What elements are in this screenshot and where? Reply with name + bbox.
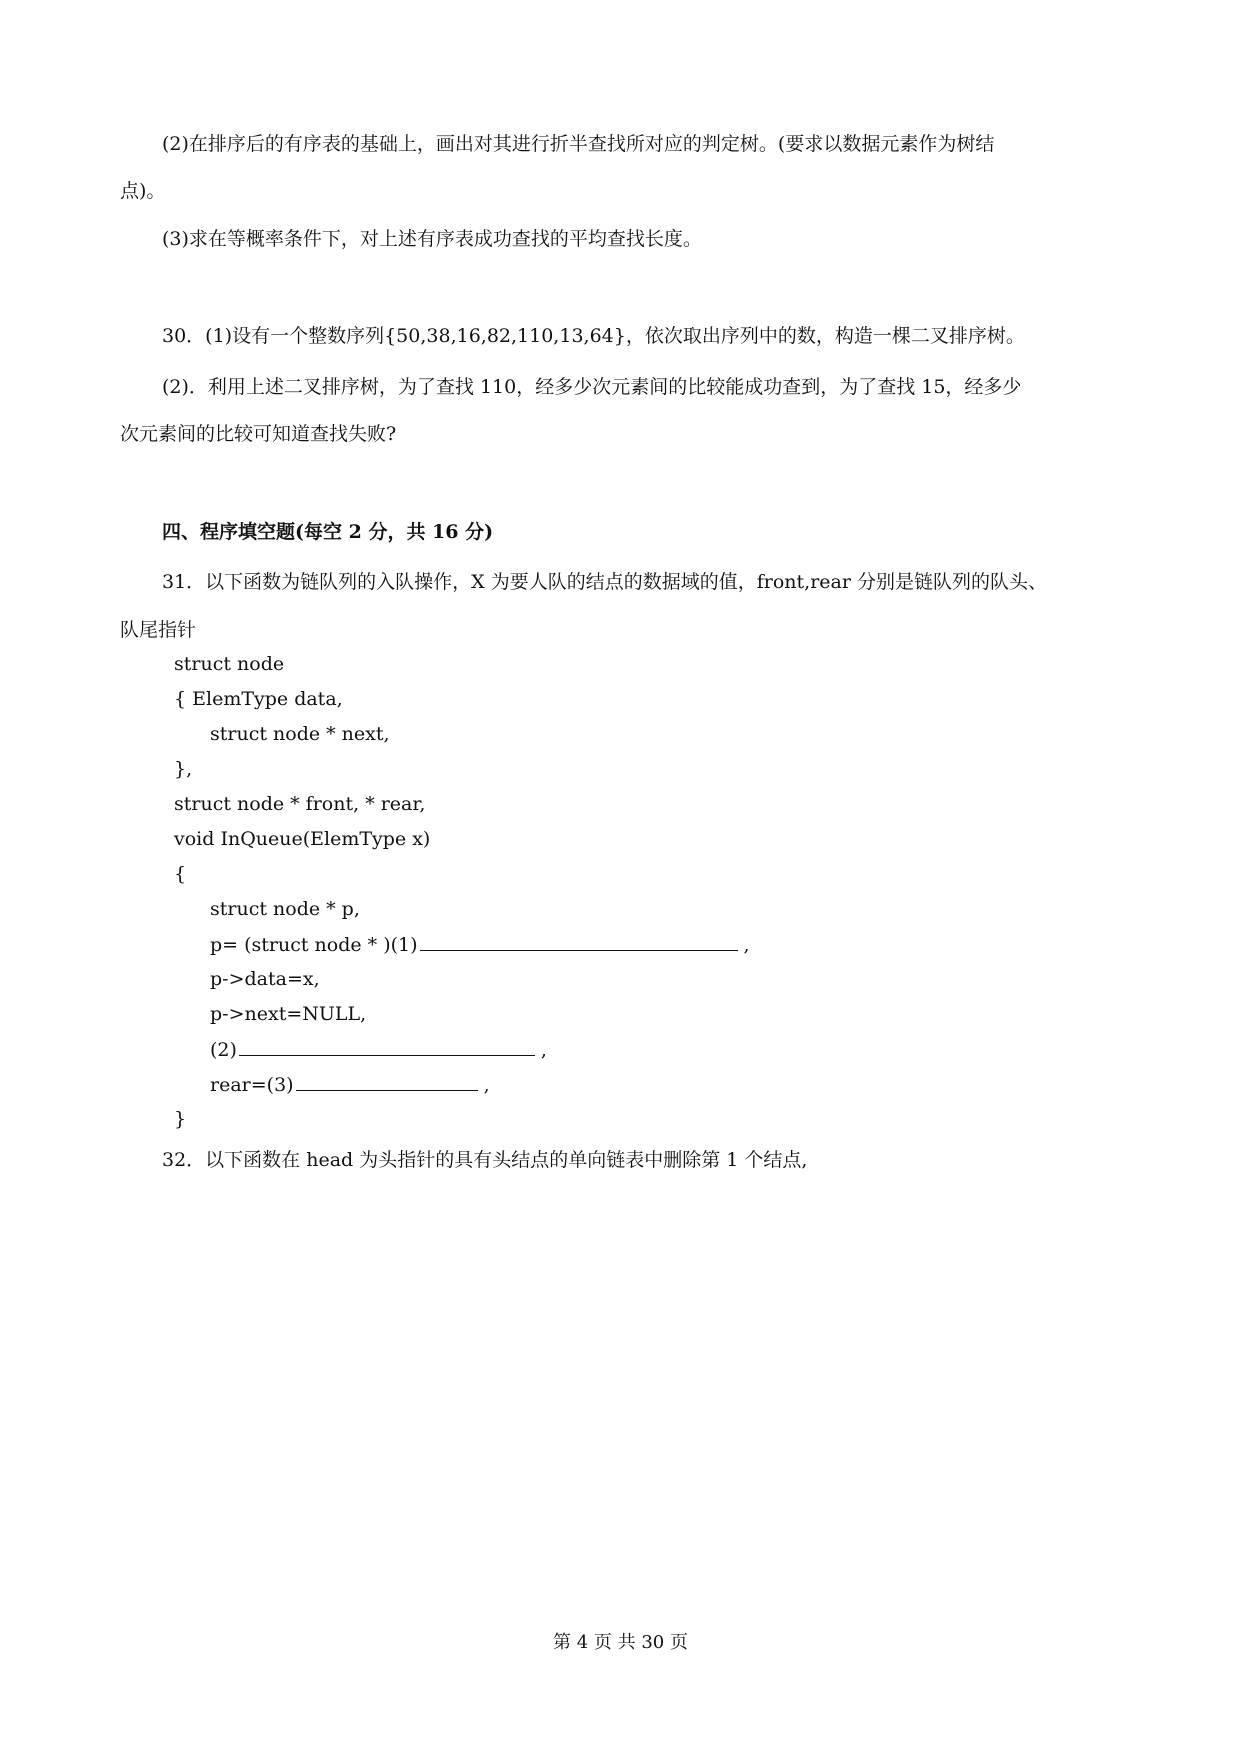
code-line-3: struct node * next, [210,723,390,745]
code-line-9-end: , [743,934,750,956]
answer-blank-3[interactable] [296,1070,478,1091]
code-line-2: { ElemType data, [174,688,343,710]
code-line-13-end: , [483,1074,490,1096]
answer-blank-1[interactable] [420,930,738,951]
code-line-12-end: , [540,1039,547,1061]
code-line-11: p->next=NULL, [210,1003,367,1025]
code-line-8: struct node * p, [210,898,360,920]
code-line-7: { [174,863,187,885]
code-line-5: struct node * front, * rear, [174,793,426,815]
q31-intro-line2: 队尾指针 [120,619,197,641]
code-line-6: void InQueue(ElemType x) [174,828,431,850]
code-line-12 [210,1035,547,1064]
code-line-1: struct node [174,653,285,675]
q30-part1: 30．(1)设有一个整数序列{50,38,16,82,110,13,64}，依次取出序列中的数，构造一棵二叉排序树。 [162,325,1025,347]
q32-intro: 32．以下函数在 head 为头指针的具有头结点的单向链表中删除第 1 个结点, [162,1149,808,1171]
code-line-13 [210,1070,490,1099]
q31-intro-line1: 31．以下函数为链队列的入队操作，X 为要人队的结点的数据域的值，front,rear 分别是链队列的队头、 [162,571,1047,593]
q29-part3: (3)求在等概率条件下，对上述有序表成功查找的平均查找长度。 [162,228,702,250]
code-line-12-text: (2) [210,1039,237,1061]
q29-part2-line2: 点)。 [120,180,166,202]
q29-part2-line1: (2)在排序后的有序表的基础上，画出对其进行折半查找所对应的判定树。(要求以数据元素作为树结 [162,133,995,155]
code-line-14: } [174,1108,187,1130]
code-line-9 [210,930,750,959]
section-heading: 四、程序填空题(每空 2 分，共 16 分) [162,521,494,543]
q30-part2-line1: (2)．利用上述二叉排序树，为了查找 110，经多少次元素间的比较能成功查到，为了查找 15，经多少 [162,376,1022,398]
code-line-10: p->data=x, [210,968,320,990]
code-line-9-text: p= (struct node * )(1) [210,934,418,956]
code-line-4: }, [174,758,193,780]
code-line-13-text: rear=(3) [210,1074,294,1096]
q30-part2-line2: 次元素间的比较可知道查找失败? [120,423,397,445]
answer-blank-2[interactable] [239,1035,535,1056]
page-footer: 第 4 页 共 30 页 [553,1632,688,1653]
